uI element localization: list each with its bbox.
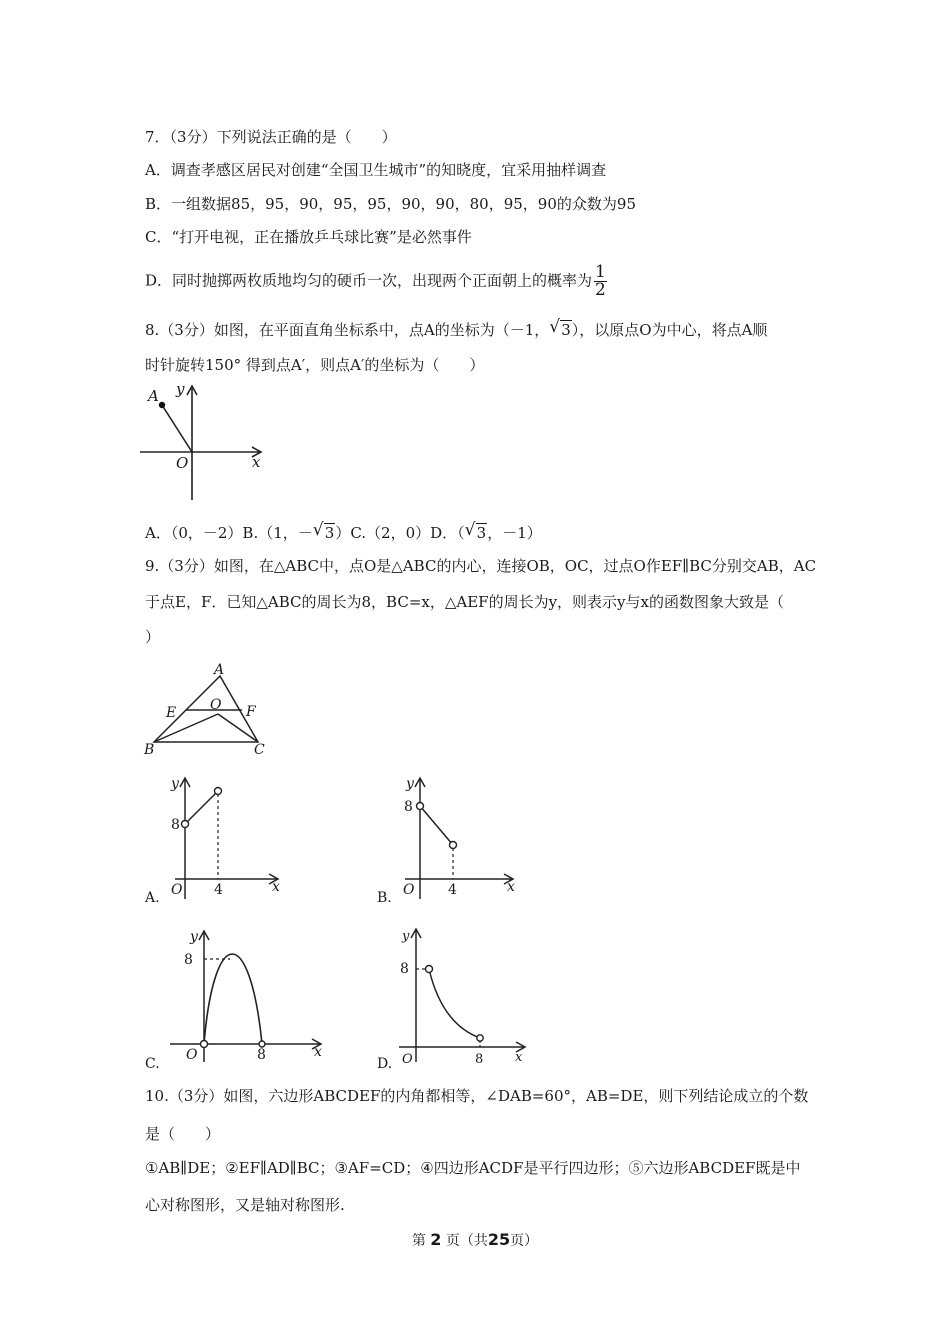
q8-stem-line2: 时针旋转150° 得到点A′，则点A′的坐标为（ ） (145, 356, 485, 374)
graph-d-x-label: x (515, 1050, 523, 1065)
q10-line3: ①AB∥DE；②EF∥AD∥BC；③AF=CD；④四边形ACDF是平行四边形；⑤六边形ABCDEF既是中 (145, 1159, 801, 1177)
fraction-one-half (594, 264, 607, 299)
sqrt-radicand: 3 (324, 524, 335, 542)
q7-option-d-text: D．同时抛掷两枚质地均匀的硬币一次，出现两个正面朝上的概率为 (145, 271, 593, 290)
graph-d-origin: O (402, 1052, 413, 1067)
q9-line2: 于点E，F．已知△ABC的周长为8，BC=x，△AEF的周长为y，则表示y与x的函数图象大致是（ (145, 593, 784, 611)
graph-b-label: B. (377, 890, 392, 906)
tri-label-a: A (214, 662, 225, 678)
graph-d-tick-8: 8 (400, 961, 409, 977)
graph-a-x-label: x (272, 879, 280, 895)
graph-c-x-label: x (314, 1044, 322, 1060)
graph-a-origin: O (171, 882, 183, 898)
q9-line1: 9.（3分）如图，在△ABC中，点O是△ABC的内心，连接OB，OC，过点O作EF∥BC分别交AB，AC (145, 557, 817, 575)
q8-stem-line1 (145, 317, 768, 340)
graph-c-tick-8: 8 (184, 952, 193, 968)
graph-d-label: D. (377, 1056, 393, 1072)
tri-label-b: B (144, 742, 155, 758)
graph-a-label: A. (145, 890, 160, 906)
footer-page-number: 2 (430, 1230, 442, 1249)
q9-graph-b (397, 773, 522, 901)
graph-b-tick-4: 4 (448, 882, 457, 898)
sqrt-radicand: 3 (476, 524, 487, 542)
q7-option-b: B．一组数据85，95，90，95，95，90，90，80，95，90的众数为95 (145, 195, 636, 213)
tri-label-f: F (246, 704, 256, 720)
q7-option-c: C．“打开电视，正在播放乒乓球比赛”是必然事件 (145, 228, 472, 246)
sqrt-3: √ 3 (312, 520, 335, 542)
q10-line1: 10.（3分）如图，六边形ABCDEF的内角都相等，∠DAB=60°，AB=DE，则下列结论成立的个数 (145, 1087, 809, 1105)
graph-a-tick-8: 8 (171, 817, 180, 833)
tri-label-e: E (166, 705, 177, 721)
tri-label-o: O (210, 697, 222, 713)
q8-coordinate-figure (140, 382, 270, 504)
q9-graph-c (168, 926, 338, 1066)
graph-d-tick-8x: 8 (475, 1052, 484, 1067)
q9-graph-a (165, 773, 290, 901)
graph-b-origin: O (403, 882, 415, 898)
graph-a-y-label: y (171, 776, 179, 792)
q8-options-part-a: A．（0，－2）B.（1，－ (145, 524, 313, 542)
graph-a-tick-4: 4 (214, 882, 223, 898)
sqrt-3: √ 3 (464, 520, 487, 542)
graph-b-x-label: x (507, 879, 515, 895)
q7-option-a: A．调查孝感区居民对创建“全国卫生城市”的知晓度，宜采用抽样调查 (145, 161, 607, 179)
footer-prefix: 第 (411, 1233, 426, 1249)
q9-line3: ） (145, 628, 161, 646)
graph-c-origin: O (186, 1047, 198, 1063)
q8-options-part-b: ）C.（2，0）D．（ (335, 524, 465, 542)
label-y-axis: y (176, 380, 185, 398)
footer-total-pages: 25 (487, 1230, 511, 1249)
graph-d-y-label: y (402, 929, 410, 944)
q8-stem-part-b: ），以原点O为中心，将点A顺 (571, 321, 768, 339)
sqrt-3: √ 3 (549, 317, 571, 339)
graph-c-y-label: y (190, 929, 198, 945)
graph-c-tick-8x: 8 (257, 1047, 266, 1063)
label-origin: O (176, 454, 189, 472)
graph-c-label: C. (145, 1056, 160, 1072)
sqrt-radicand: 3 (561, 321, 571, 339)
page-footer (0, 1230, 950, 1250)
footer-suffix: 页） (510, 1233, 539, 1249)
footer-middle: 页（共 (445, 1233, 488, 1249)
q7-stem: 7．（3分）下列说法正确的是（ ） (145, 128, 397, 146)
q9-graph-d (397, 924, 532, 1066)
q10-line4: 心对称图形，又是轴对称图形. (145, 1196, 345, 1214)
fraction-denominator: 2 (595, 280, 606, 300)
graph-b-y-label: y (406, 776, 414, 792)
tri-label-c: C (254, 742, 265, 758)
label-point-a: A (148, 387, 159, 405)
q8-options (145, 520, 542, 543)
fraction-numerator: 1 (595, 262, 606, 282)
q10-line2: 是（ ） (145, 1125, 221, 1143)
graph-b-tick-8: 8 (404, 799, 413, 815)
q7-option-d (145, 264, 607, 299)
q8-stem-part-a: 8.（3分）如图，在平面直角坐标系中，点A的坐标为（－1， (145, 321, 550, 339)
q8-options-part-c: ，－1） (487, 524, 542, 542)
label-x-axis: x (252, 453, 261, 471)
q9-triangle-figure (140, 660, 280, 756)
